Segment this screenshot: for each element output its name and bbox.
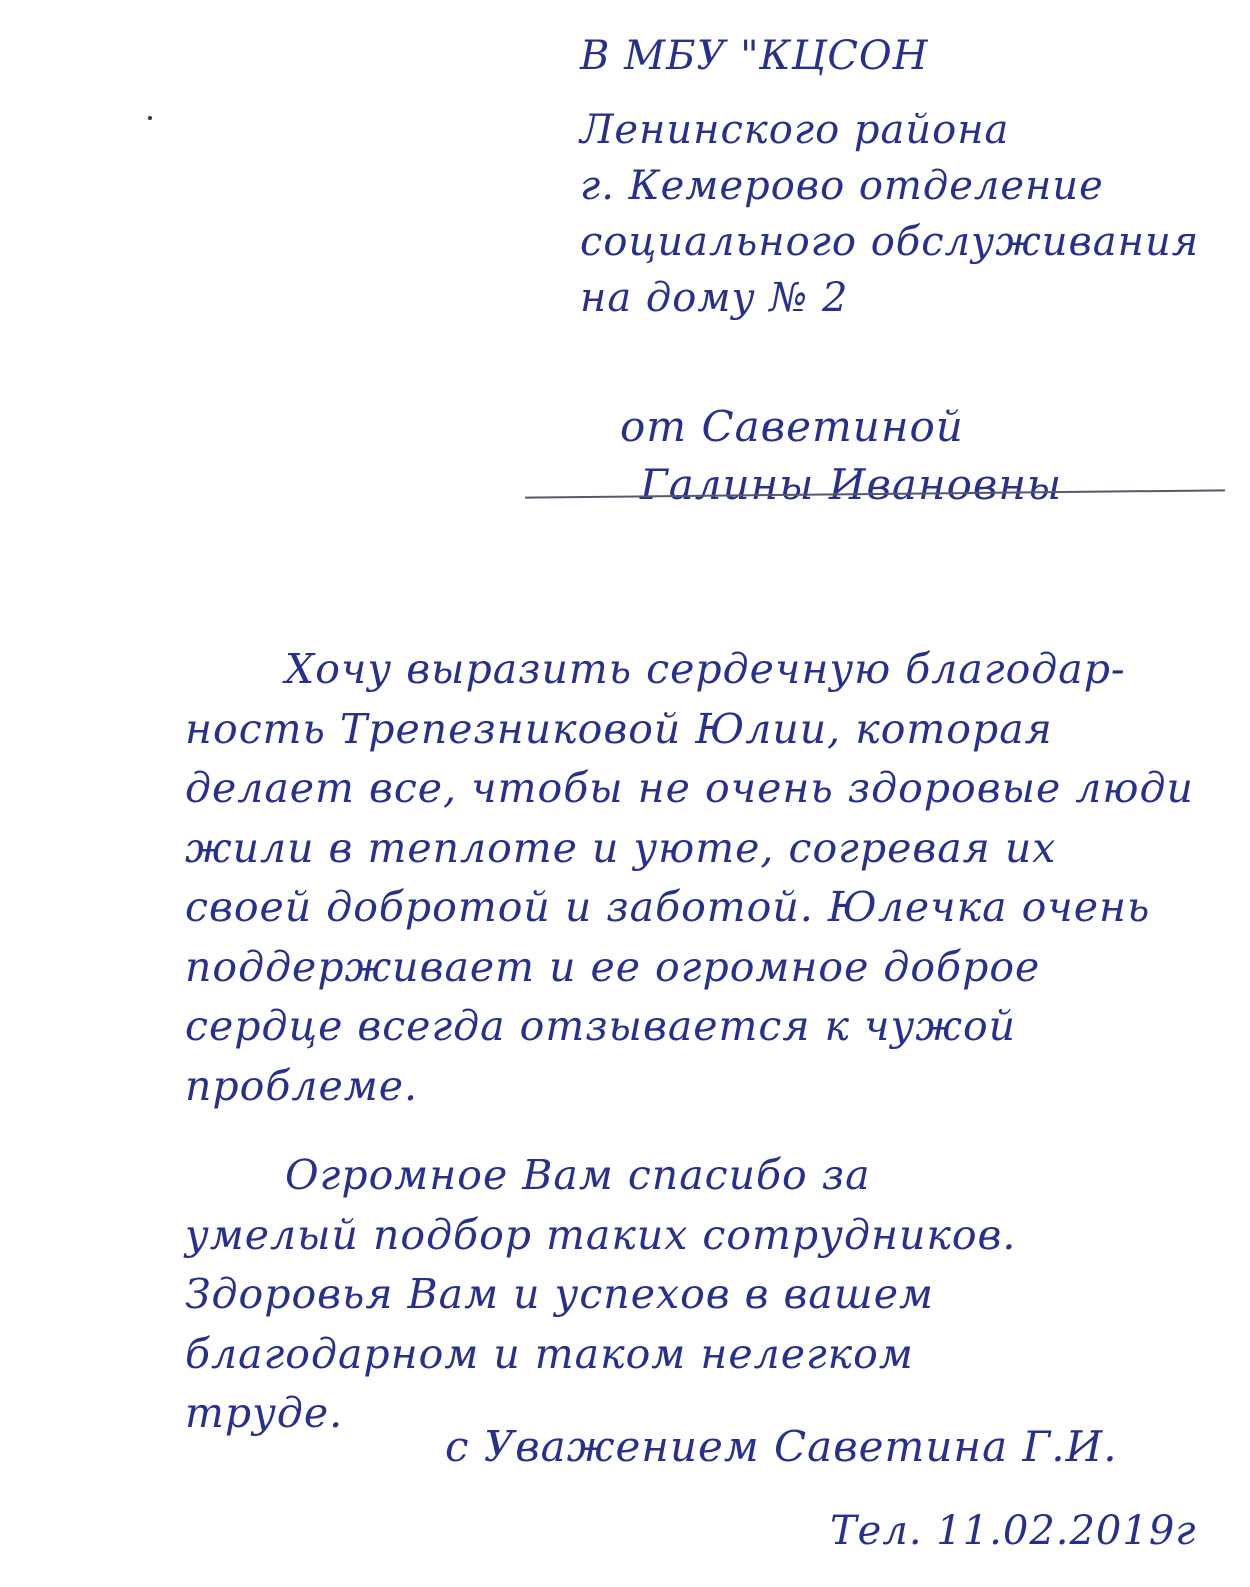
addressee-line: на дому № 2 — [580, 275, 849, 321]
body-line: ность Трепезниковой Юлии, которая — [185, 704, 1053, 753]
sender-line: Галины Ивановны — [640, 460, 1063, 509]
addressee-line: В МБУ "КЦСОН — [580, 33, 929, 79]
body-line: проблеме. — [185, 1061, 419, 1110]
body-line: Огромное Вам спасибо за — [285, 1151, 871, 1199]
body-line: Хочу выразить сердечную благодар- — [285, 645, 1126, 693]
addressee-line: г. Кемерово отделение — [580, 163, 1104, 209]
body-line: поддерживает и ее огромное доброе — [185, 942, 1041, 991]
body-line: своей добротой и заботой. Юлечка очень — [185, 883, 1151, 931]
body-line: умелый подбор таких сотрудников. — [185, 1210, 1017, 1259]
addressee-line: Ленинского района — [580, 107, 1010, 153]
body-line: труде. — [185, 1389, 344, 1437]
addressee-line: социального обслуживания — [580, 219, 1200, 265]
letter-addressee — [580, 28, 1220, 326]
body-line: жили в теплоте и уюте, согревая их — [185, 823, 1057, 872]
body-line: благодарном и таком нелегком — [185, 1329, 914, 1378]
letter-closing: с Уважением Саветина Г.И. — [445, 1422, 1118, 1471]
body-line: сердце всегда отзывается к чужой — [185, 1002, 1017, 1050]
paragraph-gap — [185, 1116, 1225, 1146]
letter-body — [185, 640, 1225, 1444]
paper-speck — [148, 116, 152, 120]
sender-line: от Саветиной — [620, 402, 964, 451]
body-line: делает все, чтобы не очень здоровые люди — [185, 764, 1194, 812]
letter-date: Тел. 11.02.2019г — [830, 1508, 1197, 1554]
body-line: Здоровья Вам и успехов в вашем — [185, 1270, 934, 1318]
